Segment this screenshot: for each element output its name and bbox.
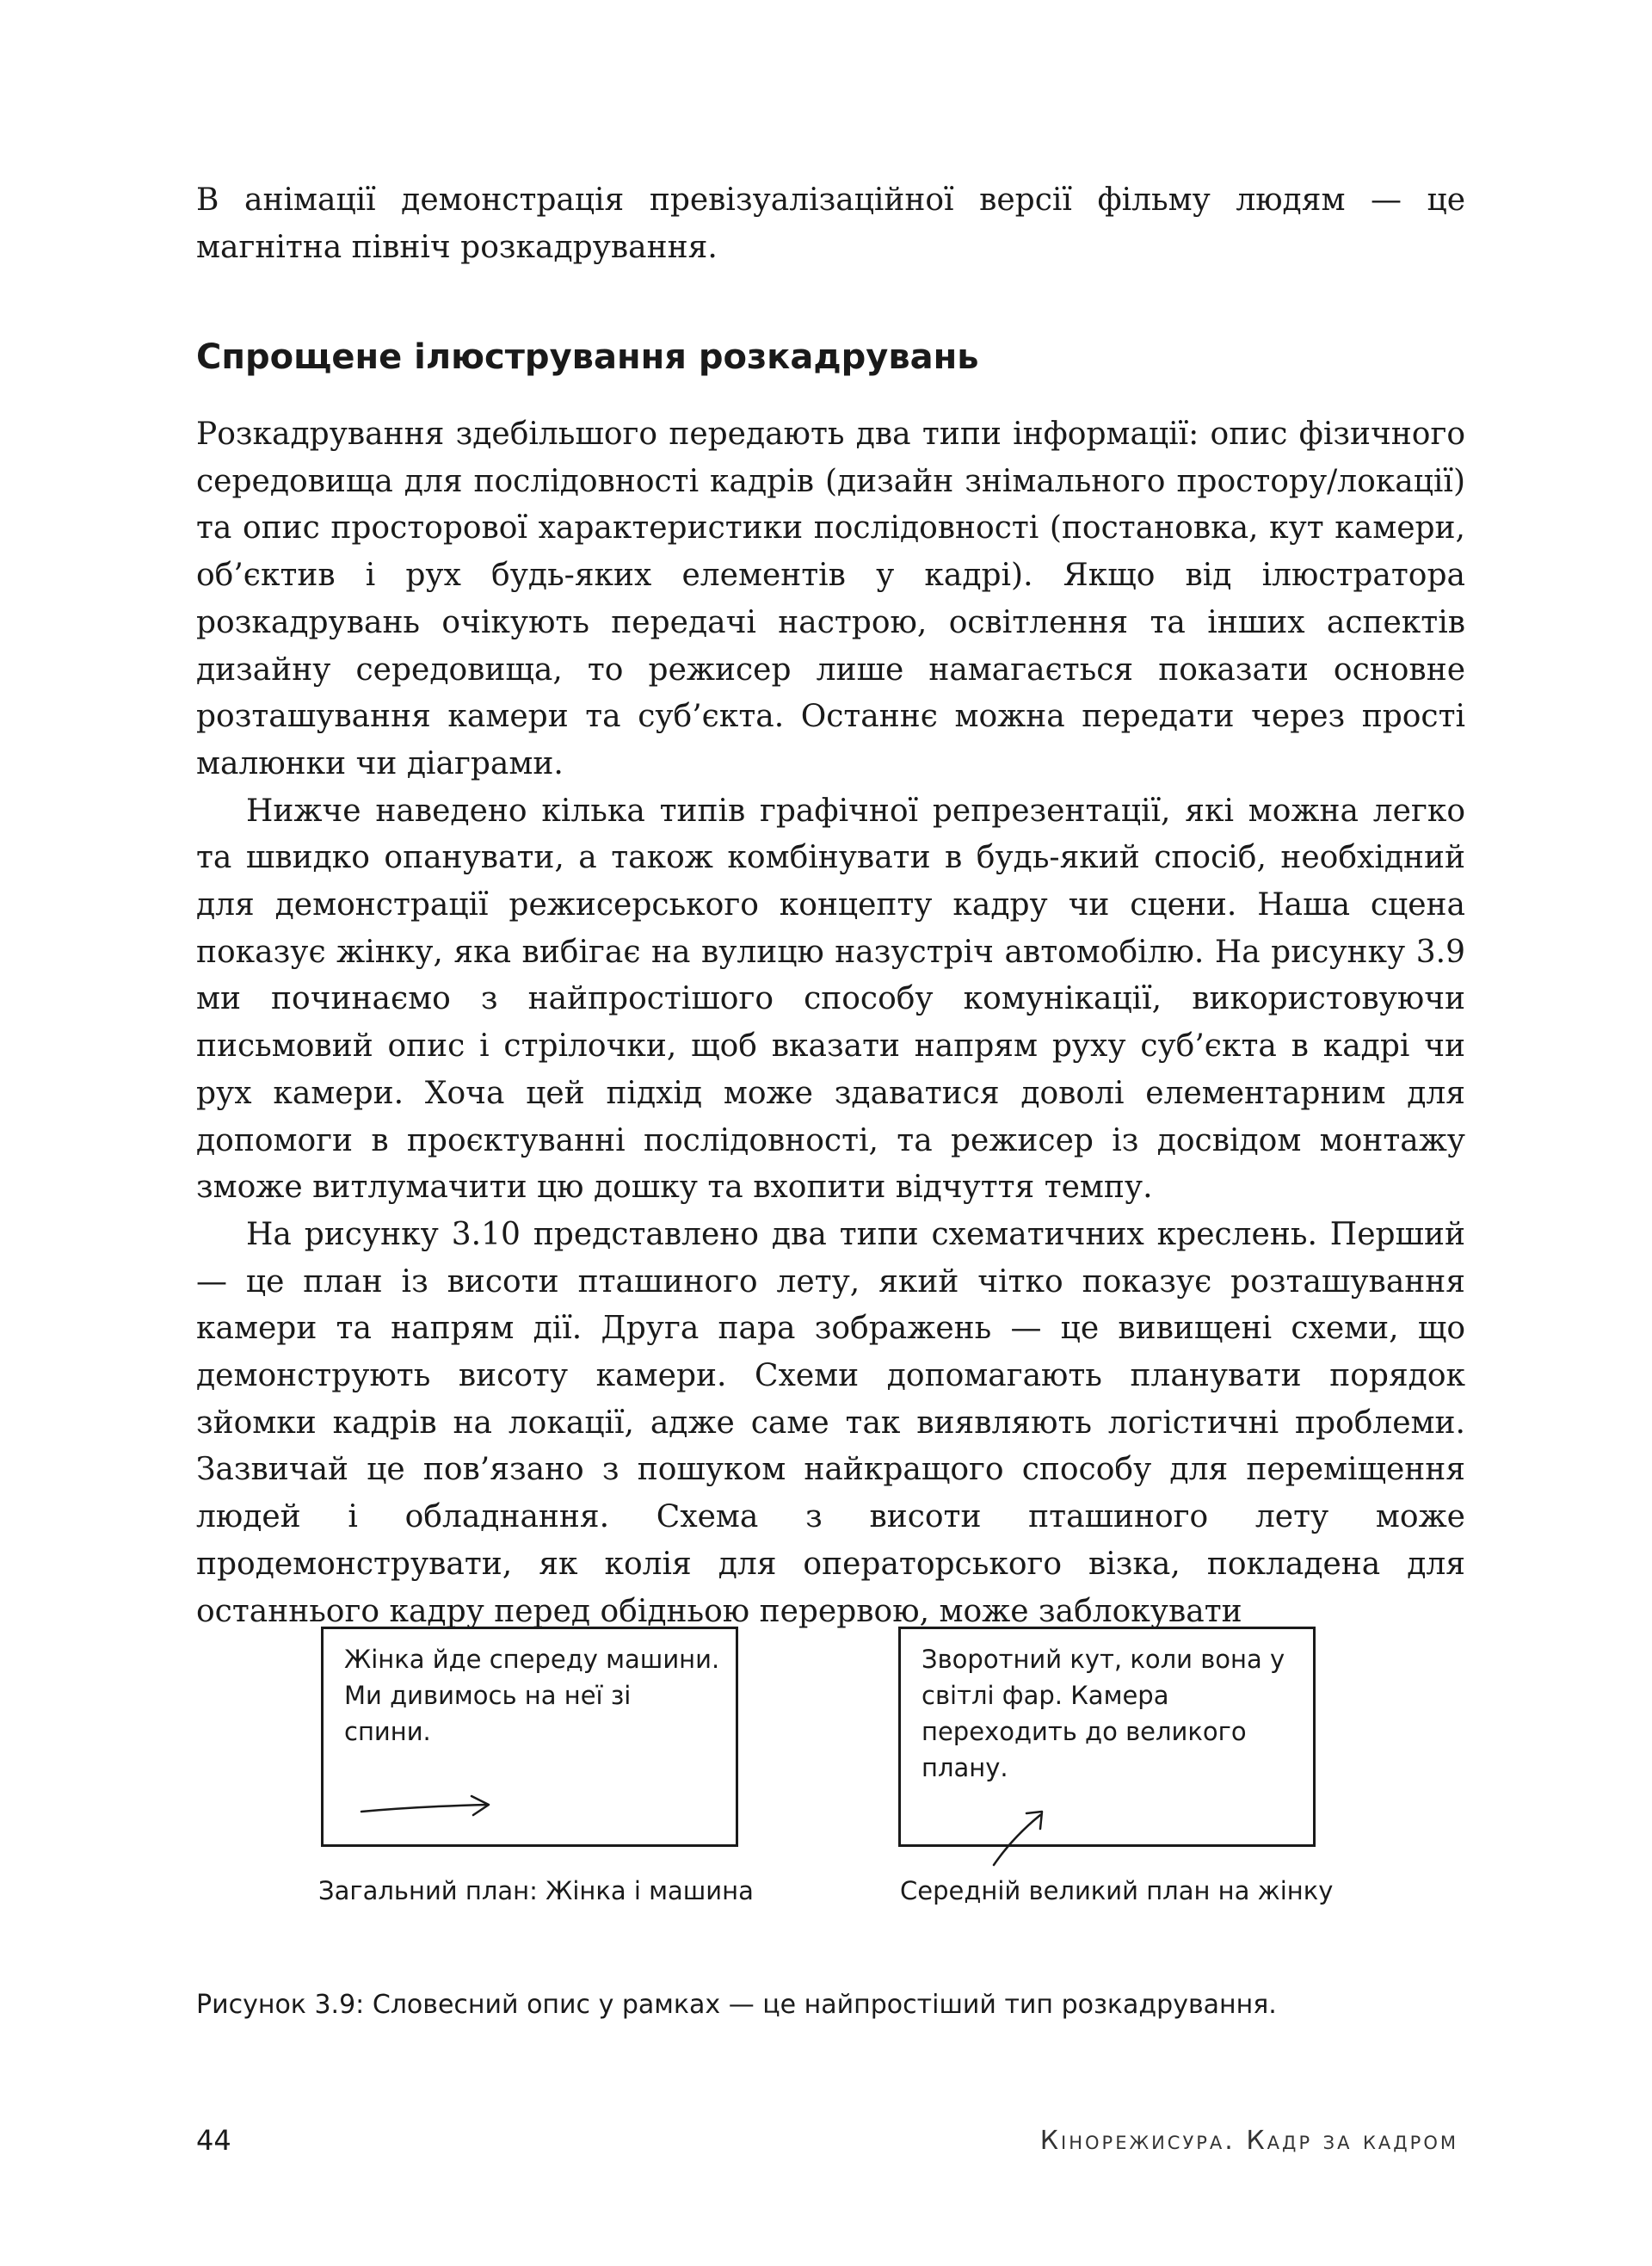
figure-caption: Рисунок 3.9: Словесний опис у рамках — це найпростіший тип розкадрування.	[196, 1990, 1277, 2020]
frame-note: Зворотний кут, коли вона у світлі фар. Камера переходить до великого плану.	[922, 1645, 1285, 1782]
page-number: 44	[196, 2124, 231, 2157]
section-heading: Спрощене ілюстрування розкадрувань	[196, 337, 979, 377]
diagonal-arrow-icon	[987, 1801, 1056, 1870]
right-arrow-icon	[358, 1791, 504, 1825]
intro-paragraph-block	[196, 177, 1465, 271]
body-paragraph: Розкадрування здебільшого передають два типи інформації: опис фізичного середовища для послідовності кадрів (дизайн знімального простору/локації) та опис просторової характеристики послідовності (постановка, кут камери, об’єктив і рух будь-яких елементів у кадрі). Якщо від ілюстратора розкадрувань очікують передачі настрою, освітлення та інших аспектів дизайну середовища, то режисер лише намагається показати основне розташування камери та суб’єкта. Останнє можна передати через прості малюнки чи діаграми.	[196, 417, 1465, 781]
frame-note: Жінка йде спереду машини. Ми дивимось на неї зі спини.	[344, 1645, 720, 1746]
intro-paragraph: В анімації демонстрація превізуалізаційної версії фільму людям — це магнітна північ розкадрування.	[196, 182, 1465, 265]
frame-caption: Загальний план: Жінка і машина	[318, 1876, 754, 1905]
body-paragraph: Нижче наведено кілька типів графічної репрезентації, які можна легко та швидко опанувати, а також комбінувати в будь-який спосіб, необхідний для демонстрації режисерського концепту кадру чи сцени. Наша сцена показує жінку, яка вибігає на вулицю назустріч автомобілю. На рисунку 3.9 ми починаємо з найпростішого способу комунікації, використовуючи письмовий опис і стрілочки, щоб вказати напрям руху суб’єкта в кадрі чи рух камери. Хоча цей підхід може здаватися доволі елементарним для допомоги в проєктуванні послідовності, та режисер із досвідом монтажу зможе витлумачити цю дошку та вхопити відчуття темпу.	[196, 793, 1465, 1206]
storyboard-frame-close-up	[898, 1627, 1316, 1847]
frame-caption: Середній великий план на жінку	[900, 1876, 1334, 1905]
section-body	[196, 411, 1465, 1635]
storyboard-frame-wide-shot	[321, 1627, 738, 1847]
running-head: Кінорежисура. Кадр за кадром	[1039, 2126, 1458, 2156]
body-paragraph: На рисунку 3.10 представлено два типи схематичних креслень. Перший — це план із висоти пташиного лету, який чітко показує розташування камери та напрям дії. Друга пара зображень — це вивищені схеми, що демонструють висоту камери. Схеми допомагають планувати порядок зйомки кадрів на локації, адже саме так виявляють логістичні проблеми. Зазвичай це пов’язано з пошуком найкращого способу для переміщення людей і обладнання. Схема з висоти пташиного лету може продемонструвати, як колія для операторського візка, покладена для останнього кадру перед обідньою перервою, може заблокувати	[196, 1216, 1465, 1629]
